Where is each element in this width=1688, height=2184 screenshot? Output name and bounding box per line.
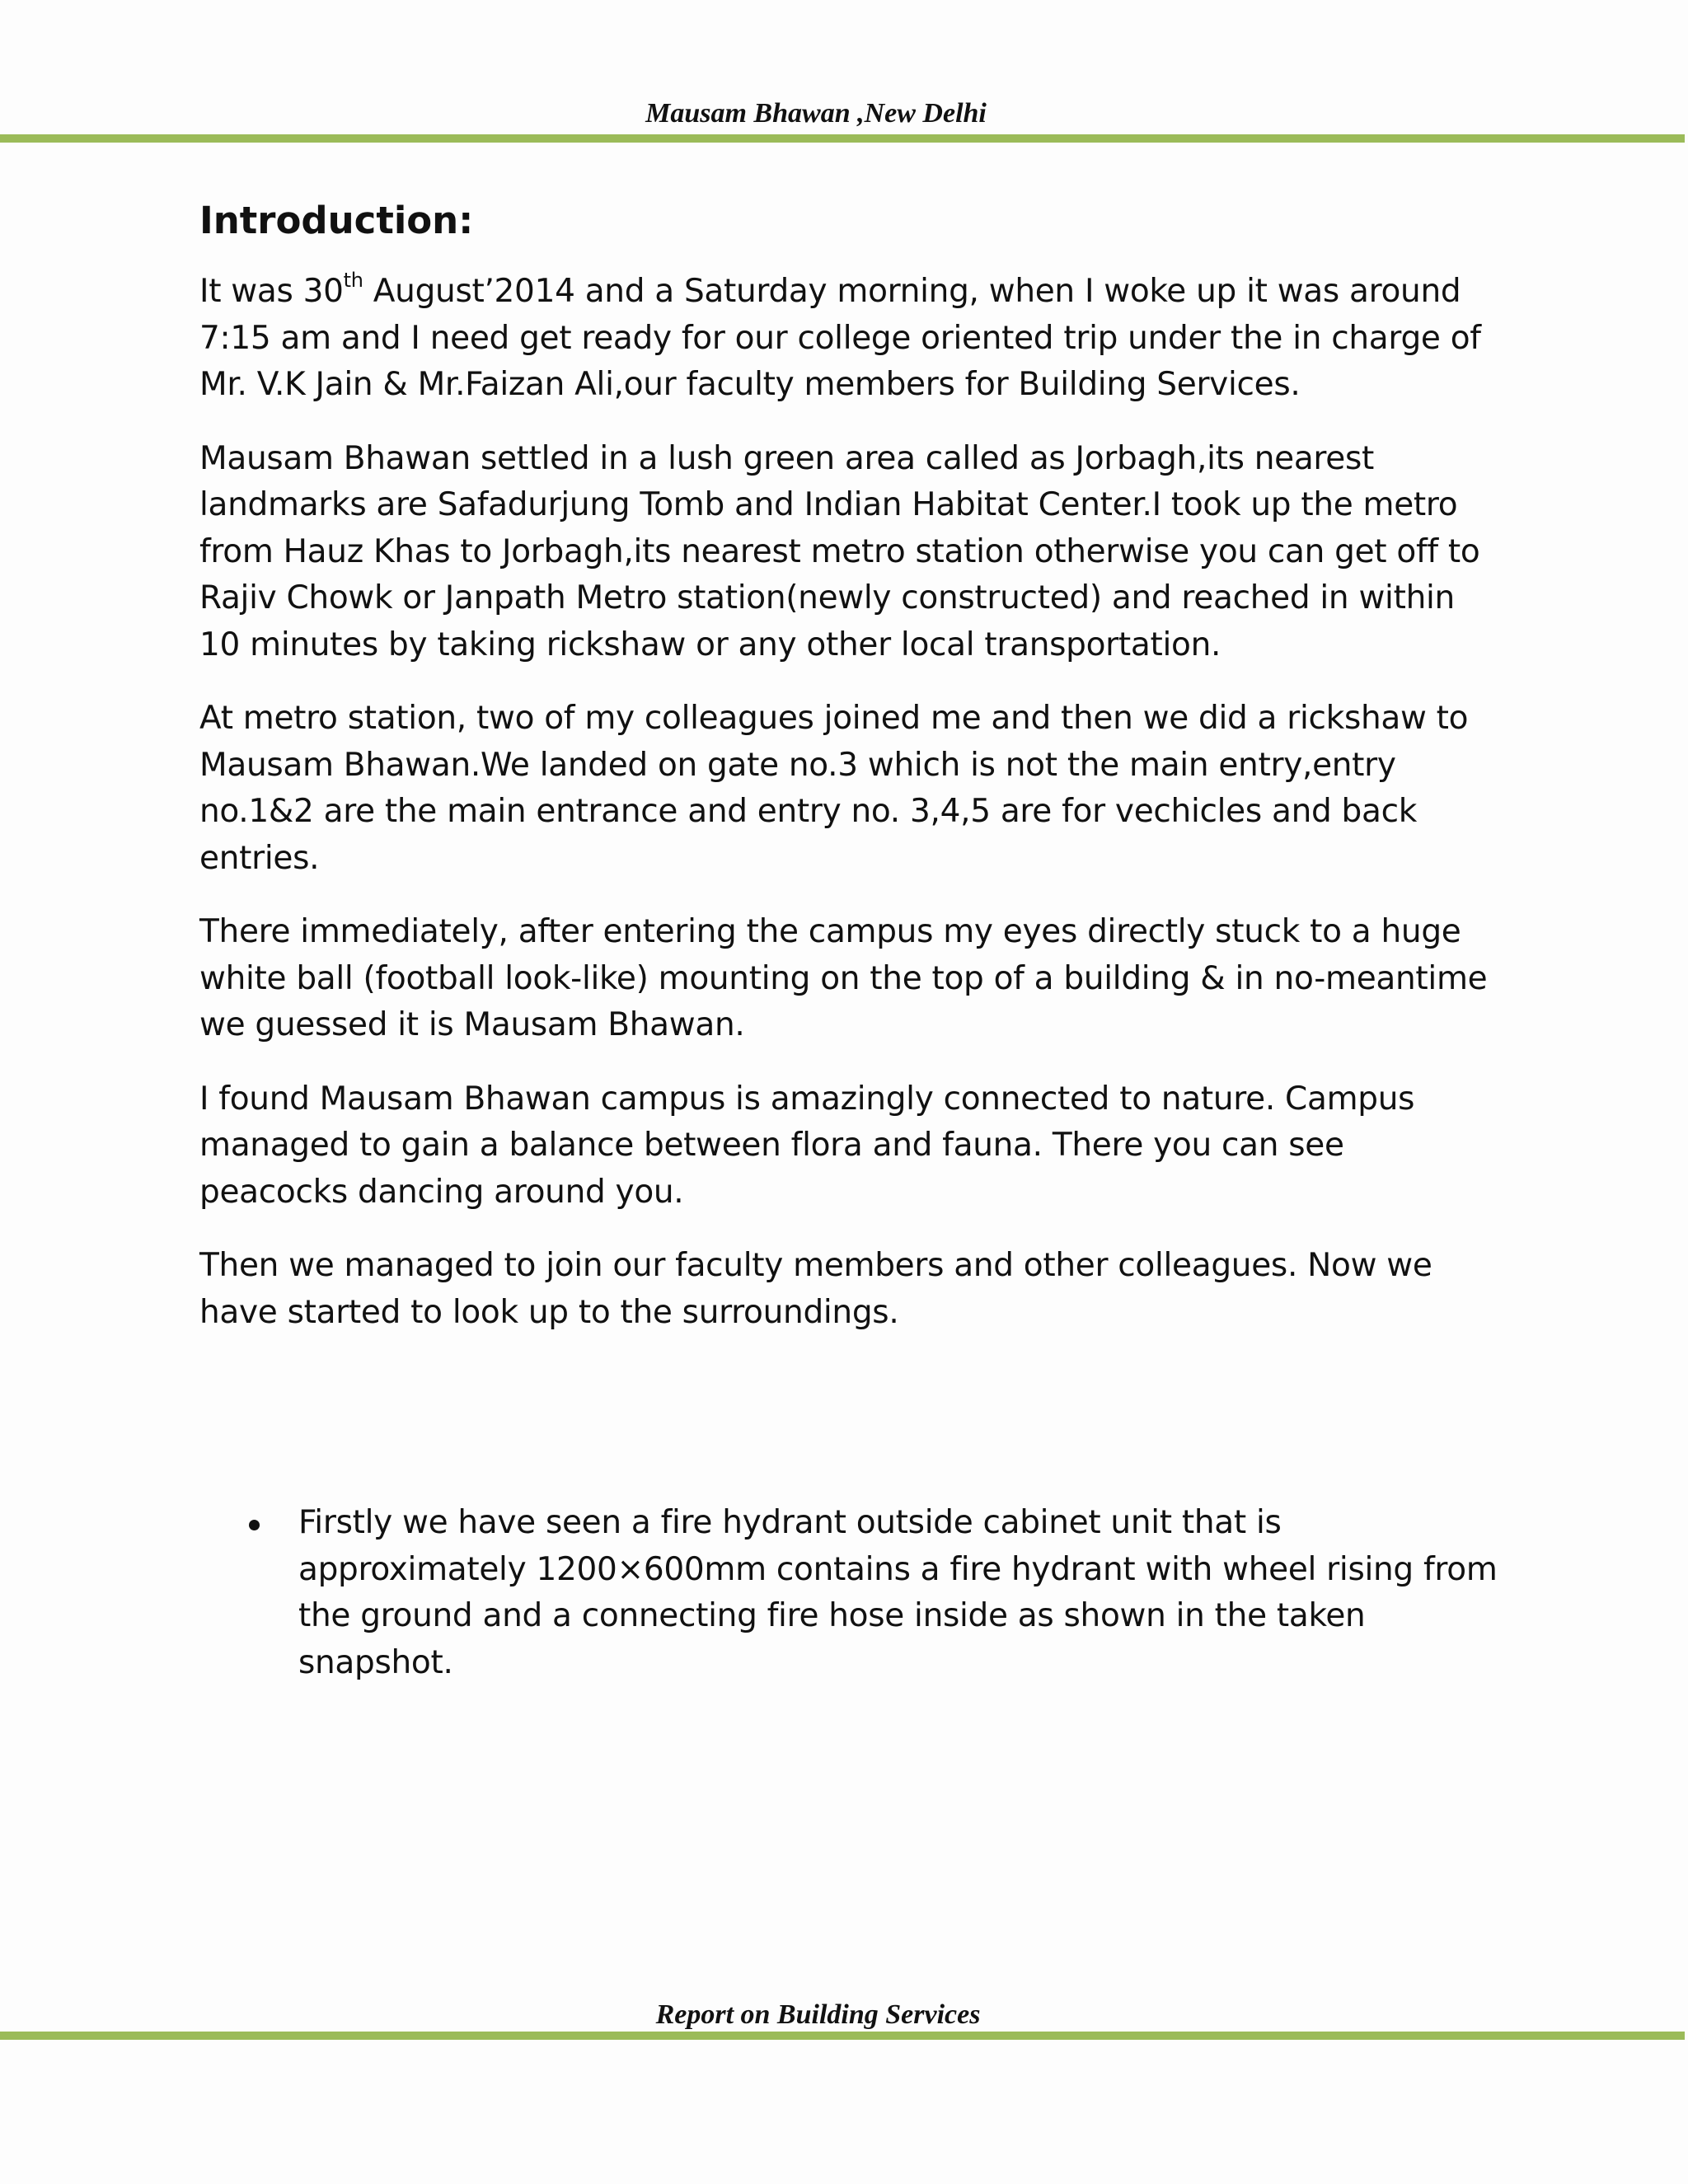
paragraph-nature: I found Mausam Bhawan campus is amazingly connected to nature. Campus managed to gain a balance between flora and fauna. There you can see peacocks dancing around you. — [199, 1080, 1415, 1211]
paragraph-intro-start: It was 30 — [199, 273, 344, 310]
paragraph-intro — [199, 269, 1502, 409]
paragraph-arrival: At metro station, two of my colleagues joined me and then we did a rickshaw to Mausam Bhawan.We landed on gate no.3 which is not the main entry,entry no.1&2 are the main entrance and entry no. 3,4,5 are for vechicles and back entries. — [199, 700, 1469, 877]
paragraph-location: Mausam Bhawan settled in a lush green area called as Jorbagh,its nearest landmarks are Safadurjung Tomb and Indian Habitat Center.I took up the metro from Hauz Khas to Jorbagh,its nearest metro station otherwise you can get off to Rajiv Chowk or Janpath Metro station(newly constructed) and reached in within 10 minutes by taking rickshaw or any other local transportation. — [199, 439, 1480, 663]
list-item-text: Firstly we have seen a fire hydrant outside cabinet unit that is approximately 1200×600mm contains a fire hydrant with wheel rising from the ground and a connecting fire hose inside as shown in the taken snapshot. — [298, 1504, 1498, 1681]
running-footer: Report on Building Services — [655, 1999, 981, 2030]
ordinal-suffix: th — [343, 269, 363, 292]
header-rule — [0, 134, 1685, 143]
paragraph-join: Then we managed to join our faculty members and other colleagues. Now we have started to look up to the surroundings. — [199, 1247, 1432, 1331]
section-heading: Introduction: — [199, 199, 474, 242]
running-header: Mausam Bhawan ,New Delhi — [645, 98, 987, 129]
list-item — [199, 1500, 1502, 1686]
paragraph-intro-rest: August’2014 and a Saturday morning, when I woke up it was around 7:15 am and I need get ready for our college oriented trip under the in charge of Mr. V.K Jain & Mr.Faizan Ali,our faculty members for Building Services. — [199, 273, 1481, 403]
page-body — [199, 198, 1502, 1363]
bullet-list — [199, 1500, 1502, 1686]
bullet-icon — [249, 1520, 260, 1530]
footer-rule — [0, 2032, 1685, 2040]
paragraph-first-sight: There immediately, after entering the campus my eyes directly stuck to a huge white ball (football look-like) mounting on the top of a building & in no-meantime we guessed it is Mausam Bhawan. — [199, 913, 1488, 1043]
